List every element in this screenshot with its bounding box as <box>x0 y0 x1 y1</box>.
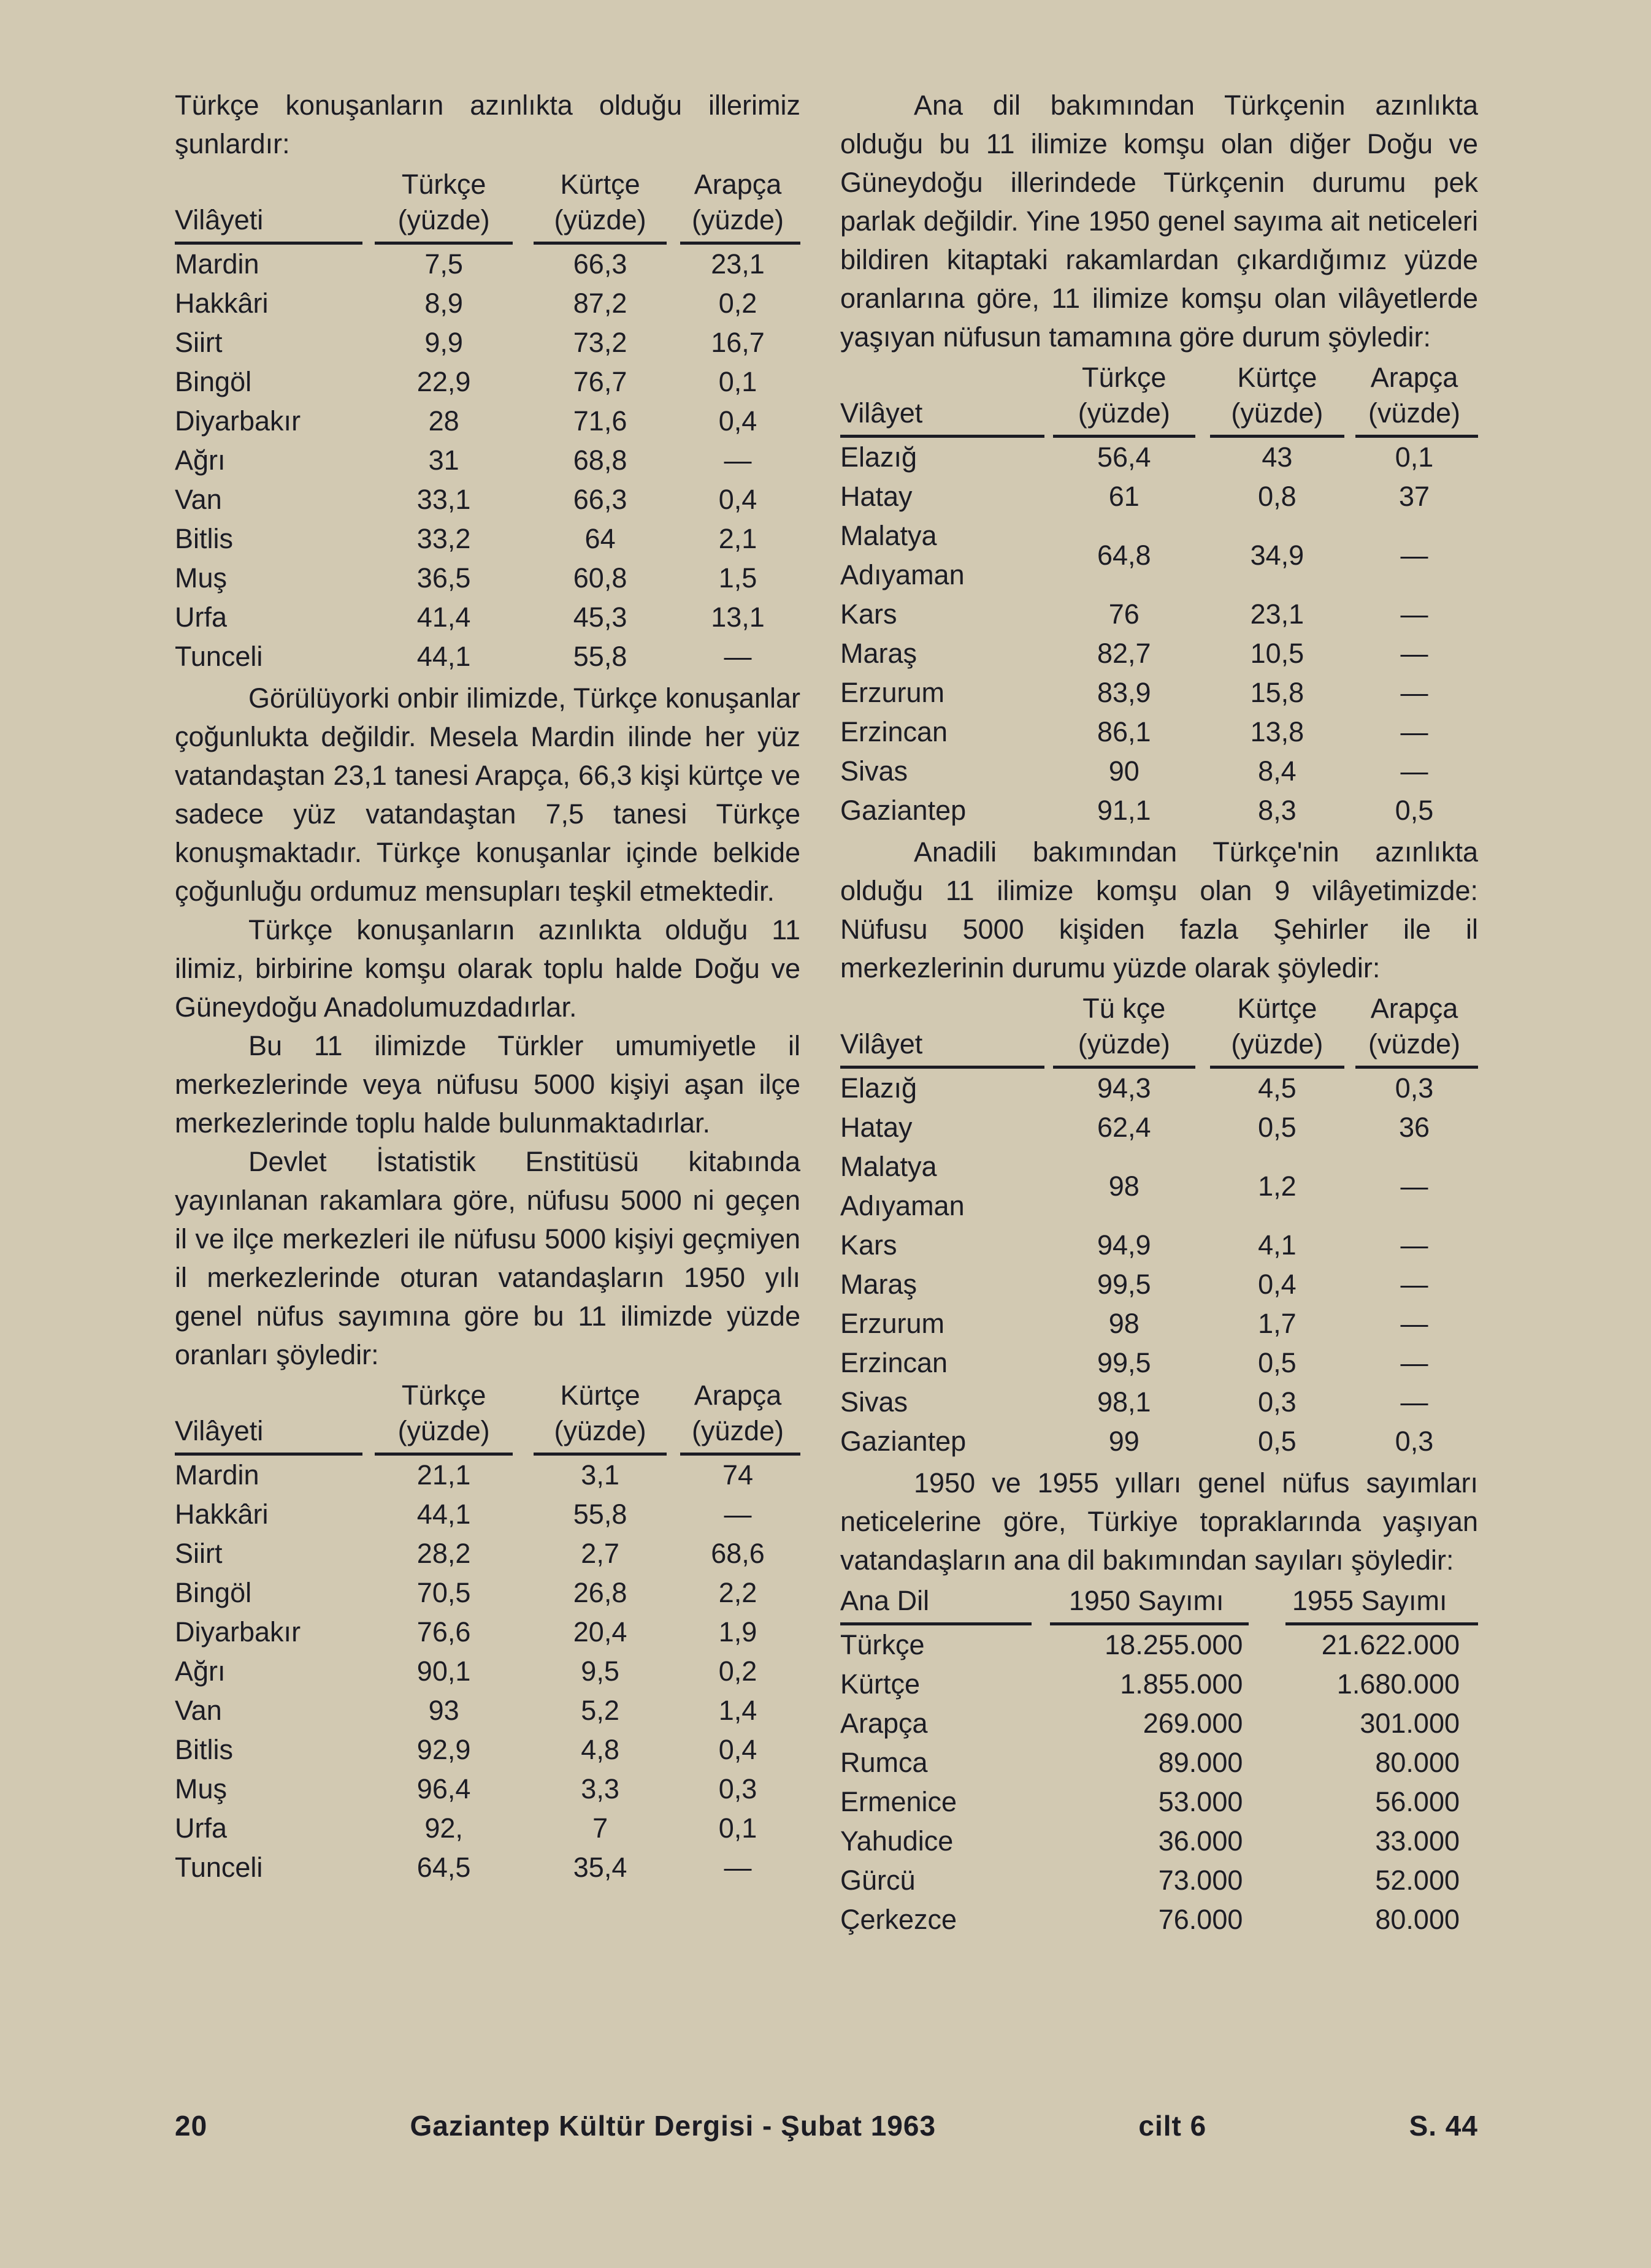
cell-value: 44,1 <box>416 641 471 672</box>
table-row <box>840 1226 1478 1265</box>
cell-value: 80.000 <box>1375 1904 1460 1935</box>
issue-label: S. 44 <box>1409 2110 1478 2142</box>
cell-value: 44,1 <box>416 1499 471 1530</box>
table-neighbor-provinces-urban: Vilâyet Tü kçe (yüzde) Kürtçe (yüzde) Arapça (vüzde) Elazığ 94,3 4,5 0,3 Hatay 62,4 0,5 36 Malatya Adıyaman 98 1,2 — Kars 94,9 4,1 — Maraş 99,5 0,4 — Erzurum 98 1,7 — Erzincan 99,5 0,5 — Sivas 98,1 0,3 — Gaziantep 99 0,5 0,3 <box>840 991 1478 1461</box>
cell-value: 82,7 <box>1097 638 1151 669</box>
cell-value: 73.000 <box>1158 1865 1243 1896</box>
right-paragraph-1: Ana dil bakımından Türkçenin azınlıkta olduğu bu 11 ilimize komşu olan diğer Doğu ve Güneydoğu illerindede Türkçenin durumu pek parlak değildir. Yine 1950 genel sayıma ait neticeleri bildiren kitaptaki rakamlardan çıkardığımız yüzde oranlarına göre, 11 ilimize komşu olan vilâyetlerde yaşıyan nüfusun tamamına göre durum şöyledir: <box>840 90 1478 353</box>
cell-value: 0,2 <box>718 1655 757 1687</box>
row-label: Tunceli <box>175 641 263 672</box>
table-row <box>175 519 800 559</box>
table-minority-provinces-urban: Vilâyeti Türkçe (yüzde) Kürtçe (yüzde) Arapça (yüzde) Mardin 21,1 3,1 74 Hakkâri 44,1 55,8 — Siirt 28,2 2,7 68,6 Bingöl 70,5 26,8 2,2 Diyarbakır 76,6 20,4 1,9 Ağrı 90,1 9,5 0,2 Van 93 5,2 1,4 Bitlis 92,9 4,8 0,4 Muş 96,4 3,3 0,3 Urfa 92, 7 0,1 Tunceli 64,5 35,4 — <box>175 1378 800 1887</box>
row-label: Ağrı <box>175 445 226 476</box>
table-row <box>175 1456 800 1495</box>
table-row <box>840 516 1478 595</box>
cell-value: 0,3 <box>1258 1386 1297 1418</box>
row-label: Bitlis <box>175 1734 234 1765</box>
cell-value: 64,8 <box>1097 540 1151 571</box>
cell-value: 7 <box>592 1812 608 1844</box>
col-header-arapca: Arapça <box>694 169 782 200</box>
cell-value: 20,4 <box>573 1616 627 1648</box>
cell-value: — <box>1400 716 1428 747</box>
cell-value: 2,1 <box>718 523 757 554</box>
cell-value: 0,1 <box>718 1812 757 1844</box>
cell-value: 4,1 <box>1258 1229 1297 1261</box>
col-header-vilayet: Vilâyeti <box>175 1415 264 1446</box>
cell-value: 92,9 <box>416 1734 471 1765</box>
cell-value: 0,5 <box>1258 1426 1297 1457</box>
left-paragraph-3: Bu 11 ilimizde Türkler umumiyetle il merkezlerinde veya nüfusu 5000 kişiyi aşan ilçe merkezlerinde toplu halde bulunmaktadırlar. <box>175 1030 800 1139</box>
table-row <box>840 1625 1478 1665</box>
col-header-turkce: Tü kçe <box>1082 993 1166 1024</box>
cell-value: 9,9 <box>424 327 463 358</box>
row-label: Gürcü <box>840 1865 916 1896</box>
row-label: Diyarbakır <box>175 1616 301 1648</box>
cell-value: 91,1 <box>1097 795 1151 826</box>
col-header-vilayet: Vilâyeti <box>175 204 264 235</box>
cell-value: 71,6 <box>573 405 627 437</box>
cell-value: 10,5 <box>1250 638 1304 669</box>
row-label: Tunceli <box>175 1852 263 1883</box>
row-label: Mardin <box>175 1459 259 1491</box>
cell-value: 70,5 <box>416 1577 471 1608</box>
row-label: Elazığ <box>840 441 917 473</box>
row-label: Gaziantep <box>840 1426 967 1457</box>
row-label: Hakkâri <box>175 1499 269 1530</box>
row-label: Erzincan <box>840 716 948 747</box>
row-label: Hatay <box>840 481 913 512</box>
row-label: Urfa <box>175 1812 228 1844</box>
row-label: Kürtçe <box>840 1668 921 1700</box>
cell-value: 22,9 <box>416 366 471 397</box>
cell-value: — <box>1400 677 1428 708</box>
row-label: Erzurum <box>840 1308 945 1339</box>
table-row <box>175 1534 800 1573</box>
row-label: Arapça <box>840 1708 928 1739</box>
cell-value: 0,4 <box>718 405 757 437</box>
cell-value: 76.000 <box>1158 1904 1243 1935</box>
cell-value: — <box>1400 598 1428 630</box>
col-header-kurtce: Kürtçe <box>560 169 640 200</box>
cell-value: 99,5 <box>1097 1347 1151 1378</box>
right-paragraph-3: 1950 ve 1955 yılları genel nüfus sayımları neticelerine göre, Türkiye topraklarında yaşıyan vatandaşların ana dil bakımından sayıları şöyledir: <box>840 1467 1478 1576</box>
col-header-vilayet: Vilâyet <box>840 1028 923 1060</box>
cell-value: 7,5 <box>424 248 463 280</box>
table-row <box>840 1782 1478 1822</box>
cell-value: 61 <box>1108 481 1140 512</box>
table-row <box>840 1383 1478 1422</box>
col-header-kurtce: Kürtçe <box>1237 362 1317 393</box>
cell-value: 73,2 <box>573 327 627 358</box>
row-label: Erzincan <box>840 1347 948 1378</box>
cell-value: — <box>724 1852 752 1883</box>
left-paragraph-1: Görülüyorki onbir ilimizde, Türkçe konuşanlar çoğunlukta değildir. Mesela Mardin ilinde her yüz vatandaştan 23,1 tanesi Arapça, 66,3 kişi kürtçe ve sadece yüz vatandaştan 7,5 tanesi Türkçe konuşmaktadır. Türkçe konuşanlar içinde belkide çoğunluğu ordumuz mensupları teşkil etmektedir. <box>175 682 800 907</box>
cell-value: 64 <box>584 523 616 554</box>
col-header-kurtce: Kürtçe <box>560 1380 640 1411</box>
cell-value: 4,8 <box>581 1734 619 1765</box>
cell-value: 1.680.000 <box>1336 1668 1460 1700</box>
cell-value: 23,1 <box>1250 598 1304 630</box>
cell-value: — <box>1400 1347 1428 1378</box>
row-label: Sivas <box>840 755 908 787</box>
cell-value: 2,7 <box>581 1538 619 1569</box>
table-row <box>175 637 800 676</box>
col-header-turkce: Türkçe <box>401 1380 486 1411</box>
table-row <box>840 1743 1478 1782</box>
cell-value: 60,8 <box>573 562 627 594</box>
cell-value: 86,1 <box>1097 716 1151 747</box>
cell-value: 0,5 <box>1395 795 1434 826</box>
cell-value: 26,8 <box>573 1577 627 1608</box>
row-label: Bingöl <box>175 1577 252 1608</box>
row-label: Ağrı <box>175 1655 226 1687</box>
cell-value: 83,9 <box>1097 677 1151 708</box>
cell-value: 1,7 <box>1258 1308 1297 1339</box>
cell-value: 76,7 <box>573 366 627 397</box>
col-header-vilayet: Vilâyet <box>840 397 923 429</box>
cell-value: 55,8 <box>573 1499 627 1530</box>
table-row <box>840 791 1478 830</box>
row-label: Van <box>175 484 222 515</box>
cell-value: 43 <box>1262 441 1293 473</box>
table-row <box>840 1422 1478 1461</box>
cell-value: 13,1 <box>711 601 765 633</box>
table-row <box>175 323 800 362</box>
cell-value: 21,1 <box>416 1459 471 1491</box>
cell-value: 5,2 <box>581 1695 619 1726</box>
cell-value: 62,4 <box>1097 1112 1151 1143</box>
volume-label: cilt 6 <box>1138 2110 1207 2142</box>
cell-value: 52.000 <box>1375 1865 1460 1896</box>
row-label: Bingöl <box>175 366 252 397</box>
cell-value: 33,2 <box>416 523 471 554</box>
row-label: Hatay <box>840 1112 913 1143</box>
row-label: Urfa <box>175 601 228 633</box>
cell-value: 45,3 <box>573 601 627 633</box>
left-paragraph-2: Türkçe konuşanların azınlıkta olduğu 11 ilimiz, birbirine komşu olarak toplu halde Doğu ve Güneydoğu Anadolumuzdadırlar. <box>175 914 800 1023</box>
cell-value: 76 <box>1108 598 1140 630</box>
cell-value: 80.000 <box>1375 1747 1460 1778</box>
cell-value: 3,3 <box>581 1773 619 1804</box>
cell-value: 4,5 <box>1258 1072 1297 1104</box>
table-row <box>840 1147 1478 1226</box>
row-label: Malatya Adıyaman <box>840 1151 965 1221</box>
cell-value: 9,5 <box>581 1655 619 1687</box>
cell-value: 68,8 <box>573 445 627 476</box>
cell-value: 0,5 <box>1258 1112 1297 1143</box>
col-header-arapca: Arapça <box>1370 362 1458 393</box>
row-label: Muş <box>175 562 228 594</box>
table-row <box>175 1770 800 1809</box>
table-row <box>175 1809 800 1848</box>
cell-value: 89.000 <box>1158 1747 1243 1778</box>
cell-value: 0,4 <box>718 1734 757 1765</box>
col-header-arapca: Arapça <box>1370 993 1458 1024</box>
cell-value: 0,5 <box>1258 1347 1297 1378</box>
table-row <box>840 1861 1478 1900</box>
cell-value: 8,4 <box>1258 755 1297 787</box>
row-label: Kars <box>840 598 897 630</box>
table-row <box>840 752 1478 791</box>
left-intro: Türkçe konuşanların azınlıkta olduğu illerimiz şunlardır: <box>175 90 800 159</box>
row-label: Diyarbakır <box>175 405 301 437</box>
cell-value: 0,3 <box>1395 1072 1434 1104</box>
cell-value: 1,2 <box>1258 1170 1297 1202</box>
row-label: Mardin <box>175 248 259 280</box>
cell-value: 34,9 <box>1250 540 1304 571</box>
cell-value: — <box>1400 1170 1428 1202</box>
table-row <box>840 477 1478 516</box>
col-header-1950: 1950 Sayımı <box>1068 1585 1224 1616</box>
cell-value: 0,1 <box>1395 441 1434 473</box>
table-row <box>840 1822 1478 1861</box>
col-header-turkce: Türkçe <box>1082 362 1166 393</box>
row-label: Bitlis <box>175 523 234 554</box>
table-row <box>840 595 1478 634</box>
col-header-kurtce: Kürtçe <box>1237 993 1317 1024</box>
table-row <box>175 559 800 598</box>
col-header-turkce: Türkçe <box>401 169 486 200</box>
table-row <box>175 1613 800 1652</box>
row-label: Muş <box>175 1773 228 1804</box>
cell-value: 33,1 <box>416 484 471 515</box>
cell-value: 53.000 <box>1158 1786 1243 1817</box>
row-label: Hakkâri <box>175 288 269 319</box>
col-header-arapca: Arapça <box>694 1380 782 1411</box>
cell-value: 0,1 <box>718 366 757 397</box>
cell-value: 66,3 <box>573 248 627 280</box>
cell-value: 56,4 <box>1097 441 1151 473</box>
table-mother-tongue-census <box>840 1583 1478 1939</box>
table-row <box>175 1573 800 1613</box>
row-label: Elazığ <box>840 1072 917 1104</box>
cell-value: 96,4 <box>416 1773 471 1804</box>
row-label: Sivas <box>840 1386 908 1418</box>
journal-name: Gaziantep Kültür Dergisi - Şubat 1963 <box>410 2110 937 2142</box>
cell-value: 0,2 <box>718 288 757 319</box>
cell-value: 55,8 <box>573 641 627 672</box>
table-row <box>840 1704 1478 1743</box>
table-row <box>175 1652 800 1691</box>
row-label: Van <box>175 1695 222 1726</box>
right-column <box>840 86 1478 1942</box>
cell-value: 301.000 <box>1360 1708 1460 1739</box>
cell-value: 23,1 <box>711 248 765 280</box>
row-label: Siirt <box>175 1538 223 1569</box>
cell-value: 99,5 <box>1097 1269 1151 1300</box>
cell-value: 74 <box>722 1459 754 1491</box>
left-paragraph-4: Devlet İstatistik Enstitüsü kitabında yayınlanan rakamlara göre, nüfusu 5000 ni geçen il ve ilçe merkezleri ile nüfusu 5000 kişiyi geçmiyen il merkezlerinde oturan vatandaşların 1950 yılı genel nüfus sayımına göre bu 11 ilimizde yüzde oranları şöyledir: <box>175 1146 800 1370</box>
cell-value: 37 <box>1398 481 1430 512</box>
cell-value: 92, <box>424 1812 463 1844</box>
row-label: Siirt <box>175 327 223 358</box>
cell-value: 1,9 <box>718 1616 757 1648</box>
col-header-ana-dil: Ana Dil <box>840 1585 930 1616</box>
cell-value: 36,5 <box>416 562 471 594</box>
table-row <box>840 1108 1478 1147</box>
row-label: Maraş <box>840 638 917 669</box>
page-number: 20 <box>175 2110 208 2142</box>
cell-value: 1.855.000 <box>1120 1668 1243 1700</box>
cell-value: 98 <box>1108 1170 1140 1202</box>
cell-value: — <box>1400 1308 1428 1339</box>
cell-value: 0,8 <box>1258 481 1297 512</box>
cell-value: — <box>724 445 752 476</box>
table-row <box>175 441 800 480</box>
cell-value: 68,6 <box>711 1538 765 1569</box>
cell-value: 13,8 <box>1250 716 1304 747</box>
table-row <box>175 402 800 441</box>
cell-value: 21.622.000 <box>1321 1629 1460 1660</box>
row-label: Malatya Adıyaman <box>840 520 965 590</box>
cell-value: 3,1 <box>581 1459 619 1491</box>
row-label: Yahudice <box>840 1825 954 1857</box>
table-row <box>840 1665 1478 1704</box>
col-header-1955: 1955 Sayımı <box>1292 1585 1447 1616</box>
cell-value: 66,3 <box>573 484 627 515</box>
row-label: Rumca <box>840 1747 928 1778</box>
cell-value: 8,9 <box>424 288 463 319</box>
cell-value: 35,4 <box>573 1852 627 1883</box>
table-row <box>175 284 800 323</box>
cell-value: 87,2 <box>573 288 627 319</box>
cell-value: — <box>1400 755 1428 787</box>
cell-value: 90 <box>1108 755 1140 787</box>
cell-value: 93 <box>428 1695 459 1726</box>
row-label: Türkçe <box>840 1629 925 1660</box>
row-label: Gaziantep <box>840 795 967 826</box>
row-label: Ermenice <box>840 1786 957 1817</box>
cell-value: 36.000 <box>1158 1825 1243 1857</box>
cell-value: 1,4 <box>718 1695 757 1726</box>
cell-value: — <box>1400 1269 1428 1300</box>
cell-value: 56.000 <box>1375 1786 1460 1817</box>
cell-value: 1,5 <box>718 562 757 594</box>
cell-value: 94,3 <box>1097 1072 1151 1104</box>
page-footer <box>175 2109 1478 2142</box>
cell-value: 0,4 <box>1258 1269 1297 1300</box>
table-row <box>840 673 1478 712</box>
cell-value: 36 <box>1398 1112 1430 1143</box>
cell-value: 16,7 <box>711 327 765 358</box>
cell-value: 64,5 <box>416 1852 471 1883</box>
cell-value: — <box>1400 540 1428 571</box>
row-label: Kars <box>840 1229 897 1261</box>
cell-value: 269.000 <box>1143 1708 1243 1739</box>
cell-value: 98 <box>1108 1308 1140 1339</box>
row-label: Çerkezce <box>840 1904 957 1935</box>
table-row <box>175 480 800 519</box>
table-row <box>175 598 800 637</box>
table-row <box>840 712 1478 752</box>
cell-value: — <box>1400 1386 1428 1418</box>
cell-value: 0,4 <box>718 484 757 515</box>
table-row <box>175 1691 800 1730</box>
right-paragraph-2: Anadili bakımından Türkçe'nin azınlıkta olduğu 11 ilimize komşu olan 9 vilâyetimizde: Nüfusu 5000 kişiden fazla Şehirler ile il merkezlerinin durumu yüzde olarak şöyledir: <box>840 836 1478 983</box>
cell-value: — <box>724 641 752 672</box>
table-row <box>175 245 800 284</box>
cell-value: — <box>1400 1229 1428 1261</box>
cell-value: 90,1 <box>416 1655 471 1687</box>
cell-value: 31 <box>428 445 459 476</box>
cell-value: 15,8 <box>1250 677 1304 708</box>
table-row <box>840 1304 1478 1343</box>
cell-value: — <box>1400 638 1428 669</box>
cell-value: 33.000 <box>1375 1825 1460 1857</box>
table-row <box>840 634 1478 673</box>
cell-value: 28,2 <box>416 1538 471 1569</box>
cell-value: 28 <box>428 405 459 437</box>
table-neighbor-provinces-total: Vilâyet Türkçe (yüzde) Kürtçe (yüzde) Arapça (vüzde) Elazığ 56,4 43 0,1 Hatay 61 0,8 37 Malatya Adıyaman 64,8 34,9 — Kars 76 23,1 — Maraş 82,7 10,5 — Erzurum 83,9 15,8 — Erzincan 86,1 13,8 — Sivas 90 8,4 — Gaziantep 91,1 8,3 0,5 <box>840 360 1478 830</box>
table-row <box>175 1730 800 1770</box>
table-row <box>840 1343 1478 1383</box>
cell-value: 8,3 <box>1258 795 1297 826</box>
cell-value: 76,6 <box>416 1616 471 1648</box>
cell-value: 2,2 <box>718 1577 757 1608</box>
table-row <box>840 438 1478 477</box>
row-label: Maraş <box>840 1269 917 1300</box>
table-row <box>840 1900 1478 1939</box>
table-row <box>175 1495 800 1534</box>
cell-value: 0,3 <box>718 1773 757 1804</box>
cell-value: 99 <box>1108 1426 1140 1457</box>
table-row <box>175 362 800 402</box>
cell-value: 94,9 <box>1097 1229 1151 1261</box>
cell-value: 41,4 <box>416 601 471 633</box>
row-label: Erzurum <box>840 677 945 708</box>
cell-value: 98,1 <box>1097 1386 1151 1418</box>
table-minority-provinces-total: Vilâyeti Türkçe (yüzde) Kürtçe (yüzde) Arapça (yüzde) Mardin 7,5 66,3 23,1 Hakkâri 8,9 87,2 0,2 Siirt 9,9 73,2 16,7 Bingöl 22,9 76,7 0,1 Diyarbakır 28 71,6 0,4 Ağrı 31 68,8 — Van 33,1 66,3 0,4 Bitlis 33,2 64 2,1 Muş 36,5 60,8 1,5 Urfa 41,4 45,3 13,1 Tunceli 44,1 55,8 — <box>175 167 800 676</box>
table-row <box>840 1265 1478 1304</box>
cell-value: 0,3 <box>1395 1426 1434 1457</box>
cell-value: 18.255.000 <box>1105 1629 1243 1660</box>
cell-value: — <box>724 1499 752 1530</box>
left-column <box>175 86 800 1890</box>
table-row <box>175 1848 800 1887</box>
table-row <box>840 1069 1478 1108</box>
